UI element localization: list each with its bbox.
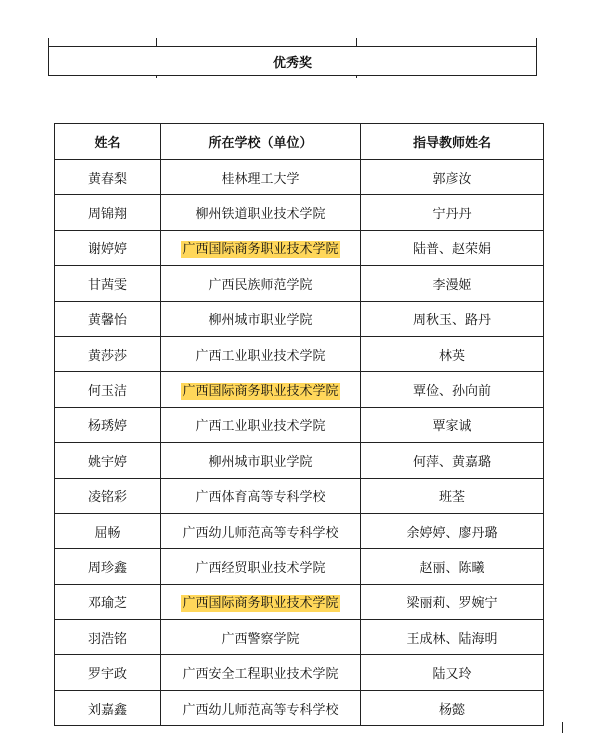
student-name: 甘茜雯 bbox=[55, 266, 161, 301]
school-name: 广西工业职业技术学院 bbox=[161, 336, 361, 371]
table-row bbox=[55, 443, 544, 478]
student-name: 羽浩铭 bbox=[55, 620, 161, 655]
student-name: 罗宇政 bbox=[55, 655, 161, 690]
table-row bbox=[55, 407, 544, 442]
teacher-name: 杨懿 bbox=[361, 690, 544, 725]
table-row bbox=[55, 301, 544, 336]
teacher-name: 王成林、陆海明 bbox=[361, 620, 544, 655]
table-row bbox=[55, 513, 544, 548]
school-name bbox=[161, 372, 361, 407]
teacher-name: 何萍、黄嘉璐 bbox=[361, 443, 544, 478]
table-header-row bbox=[55, 124, 544, 160]
school-name: 广西幼儿师范高等专科学校 bbox=[161, 690, 361, 725]
column-divider bbox=[356, 38, 357, 46]
header-teacher: 指导教师姓名 bbox=[361, 124, 544, 160]
teacher-name: 宁丹丹 bbox=[361, 195, 544, 230]
student-name: 姚宇婷 bbox=[55, 443, 161, 478]
school-name: 广西工业职业技术学院 bbox=[161, 407, 361, 442]
table-row bbox=[55, 620, 544, 655]
header-school: 所在学校（单位） bbox=[161, 124, 361, 160]
table-row bbox=[55, 478, 544, 513]
student-name: 杨琇婷 bbox=[55, 407, 161, 442]
student-name: 谢婷婷 bbox=[55, 230, 161, 265]
table-row bbox=[55, 336, 544, 371]
text-cursor bbox=[562, 722, 563, 733]
school-name bbox=[161, 230, 361, 265]
highlighted-school: 广西国际商务职业技术学院 bbox=[182, 242, 339, 258]
school-name: 广西民族师范学院 bbox=[161, 266, 361, 301]
winners-table bbox=[54, 123, 544, 726]
column-divider-stubs bbox=[49, 75, 536, 78]
table-row bbox=[55, 266, 544, 301]
teacher-name: 林英 bbox=[361, 336, 544, 371]
student-name: 凌铭彩 bbox=[55, 478, 161, 513]
table-row bbox=[55, 655, 544, 690]
teacher-name: 周秋玉、路丹 bbox=[361, 301, 544, 336]
teacher-name: 赵丽、陈曦 bbox=[361, 549, 544, 584]
table-row bbox=[55, 584, 544, 619]
school-name: 柳州城市职业学院 bbox=[161, 301, 361, 336]
school-name: 广西安全工程职业技术学院 bbox=[161, 655, 361, 690]
teacher-name: 班荃 bbox=[361, 478, 544, 513]
highlighted-school: 广西国际商务职业技术学院 bbox=[182, 596, 339, 612]
teacher-name: 梁丽莉、罗婉宁 bbox=[361, 584, 544, 619]
teacher-name: 陆又玲 bbox=[361, 655, 544, 690]
previous-table-fragment bbox=[48, 38, 537, 76]
column-divider bbox=[156, 38, 157, 46]
student-name: 黄莎莎 bbox=[55, 336, 161, 371]
student-name: 黄馨怡 bbox=[55, 301, 161, 336]
highlighted-school: 广西国际商务职业技术学院 bbox=[182, 384, 339, 400]
student-name: 屈畅 bbox=[55, 513, 161, 548]
award-title: 优秀奖 bbox=[49, 46, 536, 76]
student-name: 周锦翔 bbox=[55, 195, 161, 230]
teacher-name: 覃俭、孙向前 bbox=[361, 372, 544, 407]
student-name: 何玉洁 bbox=[55, 372, 161, 407]
student-name: 刘嘉鑫 bbox=[55, 690, 161, 725]
student-name: 黄春梨 bbox=[55, 160, 161, 195]
school-name bbox=[161, 584, 361, 619]
table-row bbox=[55, 690, 544, 725]
table-row bbox=[55, 195, 544, 230]
teacher-name: 郭彦汝 bbox=[361, 160, 544, 195]
teacher-name: 覃家诚 bbox=[361, 407, 544, 442]
school-name: 广西经贸职业技术学院 bbox=[161, 549, 361, 584]
school-name: 广西警察学院 bbox=[161, 620, 361, 655]
table-row bbox=[55, 230, 544, 265]
school-name: 广西幼儿师范高等专科学校 bbox=[161, 513, 361, 548]
student-name: 邓瑜芝 bbox=[55, 584, 161, 619]
school-name: 广西体育高等专科学校 bbox=[161, 478, 361, 513]
school-name: 桂林理工大学 bbox=[161, 160, 361, 195]
header-name: 姓名 bbox=[55, 124, 161, 160]
teacher-name: 陆普、赵荣娟 bbox=[361, 230, 544, 265]
table-row bbox=[55, 160, 544, 195]
school-name: 柳州城市职业学院 bbox=[161, 443, 361, 478]
table-row bbox=[55, 549, 544, 584]
school-name: 柳州铁道职业技术学院 bbox=[161, 195, 361, 230]
teacher-name: 余婷婷、廖丹璐 bbox=[361, 513, 544, 548]
table-row bbox=[55, 372, 544, 407]
teacher-name: 李漫姬 bbox=[361, 266, 544, 301]
student-name: 周珍鑫 bbox=[55, 549, 161, 584]
